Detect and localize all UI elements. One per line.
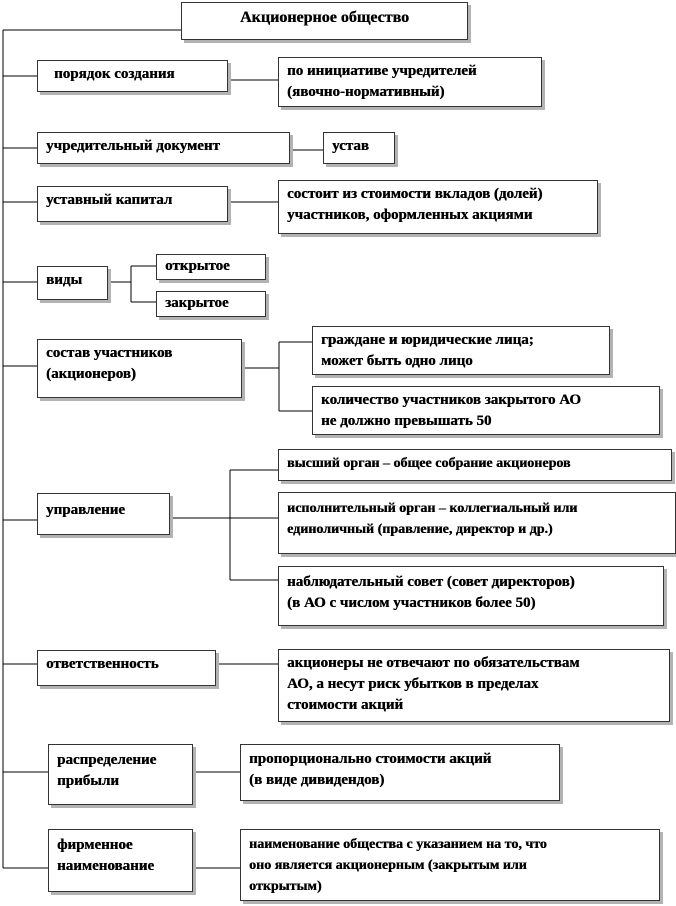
detail-line: АО, а несут риск убытков в пределах: [287, 676, 539, 692]
detail-shareholders-limit: [312, 386, 660, 435]
detail-line: единоличный (правление, директор и др.): [287, 522, 553, 537]
detail-line: (в виде дивидендов): [249, 772, 385, 788]
detail-line: закрытое: [165, 295, 229, 311]
detail-management-executive: [278, 492, 676, 554]
detail-line: (явочно-нормативный): [287, 84, 445, 100]
title-text: Акционерное общество: [239, 9, 410, 26]
detail-authorized-capital: [278, 180, 598, 234]
node-label-line: ответственность: [46, 656, 159, 672]
detail-type-open: [156, 254, 266, 280]
detail-company-name: [240, 829, 660, 901]
node-types: [37, 266, 108, 300]
node-label-line: виды: [46, 272, 83, 288]
detail-line: количество участников закрытого АО: [321, 392, 581, 408]
node-label-line: порядок создания: [54, 66, 175, 82]
node-label-line: наименование: [57, 858, 154, 874]
node-label-line: учредительный документ: [46, 138, 220, 154]
detail-line: граждане и юридические лица;: [321, 332, 534, 348]
detail-management-board: [278, 566, 664, 626]
detail-shareholders-who: [312, 326, 610, 375]
detail-type-closed: [156, 291, 266, 317]
detail-line: состоит из стоимости вкладов (долей): [287, 186, 543, 202]
node-label-line: уставный капитал: [46, 192, 173, 208]
detail-line: наименование общества с указанием на то, что: [249, 837, 547, 852]
detail-line: участников, оформленных акциями: [287, 207, 533, 223]
node-liability: [37, 650, 216, 686]
node-label-line: фирменное: [57, 837, 133, 853]
detail-line: (в АО с числом участников более 50): [287, 595, 536, 611]
node-label-line: состав участников: [46, 345, 173, 361]
node-label-line: прибыли: [57, 773, 119, 789]
node-founding-document: [37, 132, 290, 164]
node-creation-order: [37, 60, 228, 92]
detail-line: оно является акционерным (закрытым или: [249, 858, 527, 873]
node-company-name: [48, 829, 193, 892]
detail-line: пропорционально стоимости акций: [249, 751, 492, 767]
detail-profit-distribution: [240, 744, 560, 801]
detail-line: открытое: [165, 258, 230, 274]
detail-line: по инициативе учредителей: [287, 63, 477, 79]
diagram-title: [181, 2, 468, 40]
node-management: [37, 493, 170, 535]
detail-creation-order: [278, 57, 542, 107]
detail-line: устав: [332, 138, 369, 154]
detail-line: не должно превышать 50: [321, 413, 492, 429]
detail-line: может быть одно лицо: [321, 353, 473, 369]
detail-line: исполнительный орган – коллегиальный или: [287, 501, 578, 516]
node-profit-distribution: [48, 744, 193, 805]
node-label-line: распределение: [57, 752, 157, 768]
detail-line: стоимости акций: [287, 697, 403, 713]
detail-founding-document: [323, 132, 395, 164]
detail-line: наблюдательный совет (совет директоров): [287, 574, 575, 590]
detail-line: высший орган – общее собрание акционеров: [287, 456, 571, 471]
detail-management-supreme: [278, 449, 672, 481]
node-label-line: (акционеров): [46, 366, 136, 382]
node-authorized-capital: [37, 186, 228, 222]
detail-line: акционеры не отвечают по обязательствам: [287, 655, 580, 671]
node-label-line: управление: [46, 502, 125, 518]
detail-liability: [278, 649, 670, 722]
node-shareholders: [37, 339, 242, 398]
detail-line: открытым): [249, 879, 322, 894]
